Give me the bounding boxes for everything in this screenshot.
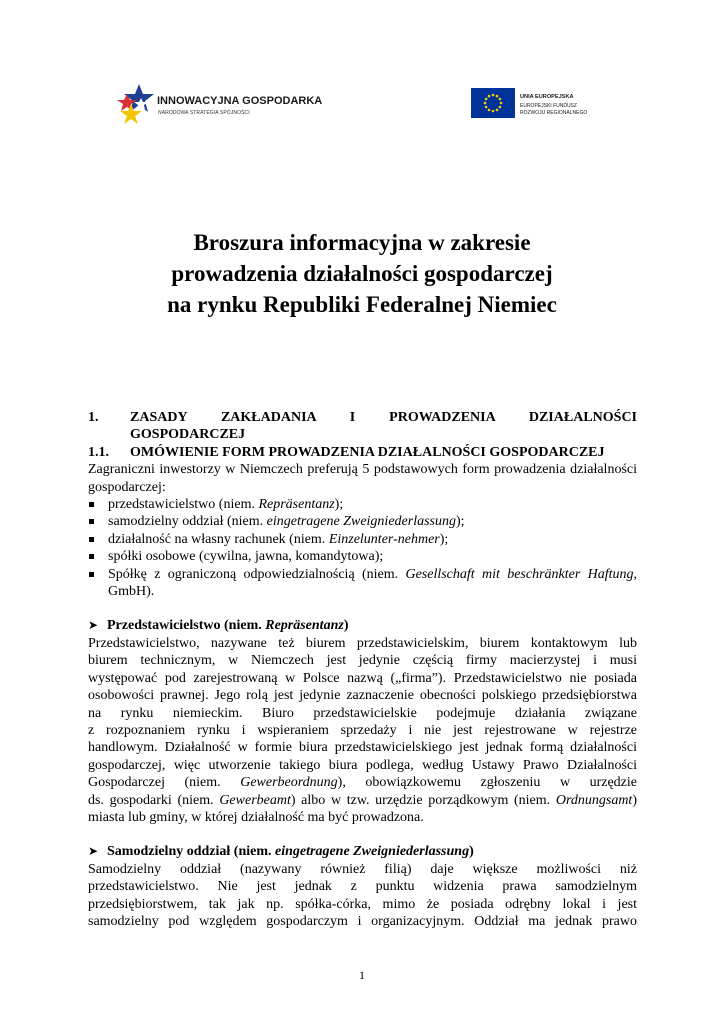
eu-line3: ROZWOJU REGIONALNEGO: [520, 110, 588, 116]
document-body: [88, 409, 637, 930]
heading-1-line2: GOSPODARCZEJ: [130, 427, 246, 443]
text-line: miasta lub gminy, w której działalność ma być prowadzona.: [88, 809, 424, 825]
logo-title: INNOWACYJNA GOSPODARKA: [157, 95, 323, 107]
text-line: z rozpoznaniem rynku i wspieraniem sprzedaży i nie jest rejestrowane w rejestrze: [88, 722, 637, 738]
text-line: biurem technicznym, w Niemczech jest jedynie częścią firmy macierzystej i musi: [88, 653, 637, 669]
text-line: samodzielny pod względem gospodarczym i organizacyjnym. Oddział ma jednak prawo: [88, 913, 637, 929]
section-heading-branch: ➤ Samodzielny oddział (niem. eingetragene Zweigniederlassung): [88, 844, 474, 860]
text-line: występować pod zarejestrowaną w Polsce nazwą („firma”). Przedstawicielstwo nie posiada: [88, 670, 637, 686]
arrow-bullet-icon: ➤: [88, 844, 99, 859]
text-line: osobowości prawnej. Jego rolą jest jedynie zaznaczenie obecności polskiego przedsiębiorstwa: [88, 688, 637, 704]
section-branch-text: [88, 861, 637, 931]
logo-subtitle: NARODOWA STRATEGIA SPÓJNOŚCI: [158, 110, 250, 116]
list-item: spółki osobowe (cywilna, jawna, komandytowa);: [88, 548, 637, 565]
title-line3: na rynku Republiki Federalnej Niemiec: [167, 292, 557, 317]
eu-flag-icon: [471, 88, 515, 118]
intro-paragraph: Zagraniczni inwestorzy w Niemczech preferują 5 podstawowych form prowadzenia działalności gospodarczej:: [88, 462, 637, 495]
star-logo-icon: [117, 80, 157, 130]
text-line: ds. gospodarki (niem. Gewerbeamt) albo w tzw. urzędzie porządkowym (niem. Ordnungsamt): [88, 792, 637, 808]
bullet-icon: [89, 502, 94, 507]
eu-logo: [471, 88, 611, 124]
bullet-icon: [89, 519, 94, 524]
heading-1-1: [88, 444, 637, 461]
text-line: przedstawicielstwo. Nie jest jednak z punktu widzenia prawa samodzielnym: [88, 879, 637, 895]
heading-1-line1: ZASADY ZAKŁADANIA I PROWADZENIA DZIAŁALNOŚCI: [130, 410, 637, 425]
arrow-bullet-icon: ➤: [88, 618, 99, 633]
bullet-icon: [89, 572, 94, 577]
text-line: gospodarczej, więc utworzenie takiego biura podlega, według Ustawy Prawo Działalności: [88, 757, 637, 773]
bullet-icon: [89, 537, 94, 542]
text-line: Przedstawicielstwo, nazywane też biurem przedstawicielskim, biurem kontaktowym lub: [88, 635, 637, 651]
text-line: przedsiębiorstwem, tak jak np. spółka-córka, mimo że posiada odrębny lokal i jest: [88, 896, 637, 912]
eu-line1: UNIA EUROPEJSKA: [520, 94, 574, 100]
list-item: samodzielny oddział (niem. eingetragene Zweigniederlassung);: [88, 513, 637, 530]
list-item: przedstawicielstwo (niem. Repräsentanz);: [88, 496, 637, 513]
list-item: Spółkę z ograniczoną odpowiedzialnością (niem. Gesellschaft mit beschränkter Haftung, GmbH).: [88, 566, 637, 601]
list-item: działalność na własny rachunek (niem. Einzelunter-nehmer);: [88, 531, 637, 548]
text-line: na rynku niemieckim. Biuro przedstawicielskie podejmuje działania związane: [88, 705, 637, 721]
text-line: handlowym. Działalność w formie biura przedstawicielskiego jest jednak formą działalności: [88, 740, 637, 756]
bullet-icon: [89, 554, 94, 559]
title-line1: Broszura informacyjna w zakresie: [193, 230, 531, 255]
text-line: Samodzielny oddział (nazywany również filią) daje większe możliwości niż: [88, 861, 637, 877]
eu-line2: EUROPEJSKI FUNDUSZ: [520, 103, 577, 109]
heading-1-number: 1.: [88, 410, 99, 425]
forms-list: [88, 496, 637, 600]
page-number: 1: [359, 968, 365, 982]
heading-1: [88, 409, 637, 426]
section-representation-text: [88, 635, 637, 826]
innowacyjna-gospodarka-logo: [117, 80, 357, 130]
section-heading-representation: ➤ Przedstawicielstwo (niem. Repräsentanz): [88, 618, 349, 634]
text-line: Gospodarczej (niem. Gewerbeordnung), obowiązkowemu zgłoszeniu w urzędzie: [88, 775, 637, 791]
document-title: [60, 227, 664, 320]
title-line2: prowadzenia działalności gospodarczej: [171, 261, 553, 286]
heading-1-1-text: OMÓWIENIE FORM PROWADZENIA DZIAŁALNOŚCI GOSPODARCZEJ: [130, 444, 605, 460]
heading-1-1-number: 1.1.: [88, 444, 109, 460]
